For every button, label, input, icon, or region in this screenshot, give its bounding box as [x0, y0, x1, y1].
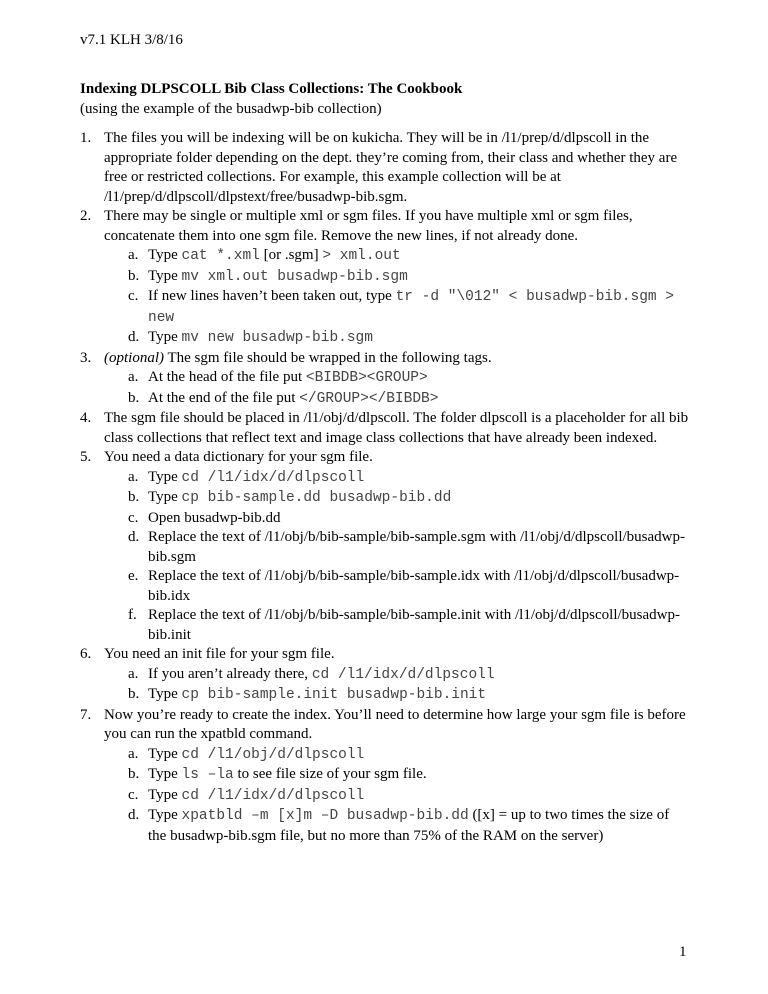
sub-item-text: Replace the text of /l1/obj/b/bib-sample/bib-sample.init with /l1/obj/d/dlpscoll/busadwp-bib.init — [148, 607, 681, 643]
sub-item-code: cd /l1/obj/d/dlpscoll — [181, 746, 365, 763]
sub-item-text: Replace the text of /l1/obj/b/bib-sample/bib-sample.idx with /l1/obj/d/dlpscoll/busadwp-bib.idx — [148, 568, 680, 604]
sub-item-code: cp bib-sample.init busadwp-bib.init — [181, 687, 487, 703]
sub-item-code: cd /l1/idx/d/dlpscoll — [181, 469, 365, 486]
item-text: You need an init file for your sgm file. — [104, 646, 335, 662]
sub-item-letter: c. — [128, 509, 139, 526]
sub-item-letter: b. — [128, 389, 140, 406]
sub-item-letter: d. — [128, 529, 140, 545]
item-text: You need a data dictionary for your sgm file. — [104, 449, 373, 465]
sub-item — [104, 606, 690, 645]
list-item — [80, 645, 690, 706]
item-number: 3. — [80, 349, 92, 366]
sub-item-code: > xml.out — [322, 248, 401, 264]
item-number: 6. — [80, 646, 92, 662]
sub-item — [104, 389, 690, 410]
sub-item-code: cp bib-sample.dd busadwp-bib.dd — [181, 490, 452, 506]
sub-item — [104, 786, 690, 807]
sub-item-code: <BIBDB><GROUP> — [305, 370, 428, 386]
sub-item-letter: d. — [128, 329, 140, 345]
sub-item — [104, 368, 690, 389]
list-item — [80, 409, 690, 448]
sub-item-letter: e. — [128, 568, 139, 584]
sub-item-code: tr -d "\012" < busadwp-bib.sgm > new — [148, 289, 675, 326]
sub-item — [104, 287, 690, 328]
document-title: Indexing DLPSCOLL Bib Class Collections: The Cookbook — [80, 81, 463, 97]
list-item — [80, 349, 690, 410]
item-number: 7. — [80, 706, 92, 723]
list-item — [80, 448, 690, 645]
sub-item-code: cat *.xml — [181, 248, 260, 264]
sub-item-code: xpatbld –m [x]m –D busadwp-bib.dd — [181, 808, 469, 824]
sub-item-text: At the head of the file put — [148, 369, 306, 385]
page-number: 1 — [679, 944, 687, 960]
sub-item-letter: a. — [128, 369, 139, 385]
sub-item — [104, 685, 690, 706]
sub-item-text: Type — [148, 745, 182, 762]
list-item — [80, 706, 690, 847]
sub-item-letter: b. — [128, 267, 140, 284]
sub-item-code: mv xml.out busadwp-bib.sgm — [181, 268, 408, 285]
sub-item-letter: a. — [128, 468, 139, 485]
item-text: Now you’re ready to create the index. You’ll need to determine how large your sgm file is before you can run the xpatbld command. — [104, 706, 686, 742]
sub-item-letter: d. — [128, 807, 140, 823]
list-item — [80, 129, 690, 207]
sub-item — [104, 328, 690, 349]
sub-item-text: ([x] = up to two times the size of the busadwp-bib.sgm file, but no more than 75% of the RAM on the server) — [148, 807, 670, 844]
sub-item-text: Type — [148, 247, 182, 263]
sub-item-letter: c. — [128, 786, 139, 803]
sub-item-letter: a. — [128, 745, 139, 762]
item-text: The sgm file should be placed in /l1/obj/d/dlpscoll. The folder dlpscoll is a placeholder for all bib class collections that reflect text and image class collections that have already been indexed. — [104, 410, 689, 446]
sub-item-text: Type — [148, 489, 182, 505]
item-number: 5. — [80, 449, 92, 465]
item-text: There may be single or multiple xml or sgm files. If you have multiple xml or sgm files, concatenate them into one sgm file. Remove the new lines, if not already done. — [104, 208, 633, 244]
steps-list — [80, 129, 690, 846]
sub-item — [104, 246, 690, 267]
sub-item-letter: b. — [128, 489, 140, 505]
sub-item-code: ls –la — [181, 767, 234, 783]
sub-item-text: Replace the text of /l1/obj/b/bib-sample/bib-sample.sgm with /l1/obj/d/dlpscoll/busadwp-bib.sgm — [148, 529, 686, 565]
sub-item-text: Open busadwp-bib.dd — [148, 509, 281, 526]
sub-item-text: If you aren’t already there, — [148, 665, 312, 682]
sub-item-letter: a. — [128, 247, 139, 263]
sub-item — [104, 765, 690, 786]
sub-item-text: to see file size of your sgm file. — [233, 766, 427, 782]
document-subtitle: (using the example of the busadwp-bib collection) — [80, 100, 382, 117]
list-item — [80, 207, 690, 349]
item-text: The sgm file should be wrapped in the following tags. — [164, 349, 492, 366]
sub-item — [104, 665, 690, 686]
sub-item-letter: f. — [128, 607, 137, 623]
sub-item-code: mv new busadwp-bib.sgm — [181, 330, 373, 346]
sub-item-letter: b. — [128, 766, 140, 782]
sub-item-text: Type — [148, 766, 182, 782]
sub-item-text: If new lines haven’t been taken out, type — [148, 288, 396, 304]
page-header: v7.1 KLH 3/8/16 — [80, 32, 183, 48]
sub-item-letter: b. — [128, 686, 140, 702]
sub-item-text: Type — [148, 686, 182, 702]
sub-item-letter: a. — [128, 665, 139, 682]
sub-item-text: Type — [148, 267, 182, 284]
sub-item-text: Type — [148, 807, 182, 823]
sub-item-text: At the end of the file put — [148, 389, 300, 406]
sub-item — [104, 468, 690, 489]
item-number: 1. — [80, 130, 92, 146]
sub-item — [104, 806, 690, 846]
sub-item — [104, 567, 690, 606]
sub-item-text: Type — [148, 329, 182, 345]
document-body — [80, 80, 690, 846]
sub-item-code: </GROUP></BIBDB> — [299, 390, 439, 407]
sub-item — [104, 267, 690, 288]
sub-item — [104, 528, 690, 567]
item-number: 2. — [80, 208, 92, 224]
sub-item-code: cd /l1/idx/d/dlpscoll — [181, 787, 365, 804]
sub-item-code: cd /l1/idx/d/dlpscoll — [311, 666, 495, 683]
item-text: The files you will be indexing will be on kukicha. They will be in /l1/prep/d/dlpscoll in the appropriate folder depending on the dept. they’re coming from, their class and whether they are free or restricted collections. For example, this example collection will be at /l1/prep/d/dlpscoll/dlpstext/free/busadwp-bib.sgm. — [104, 130, 678, 205]
sub-item — [104, 488, 690, 509]
sub-item-letter: c. — [128, 288, 139, 304]
item-italic-label: (optional) — [104, 349, 164, 366]
sub-item-text: [or .sgm] — [259, 247, 323, 263]
sub-item-text: Type — [148, 786, 182, 803]
sub-item-text: Type — [148, 468, 182, 485]
sub-item — [104, 509, 690, 529]
sub-item — [104, 745, 690, 766]
item-number: 4. — [80, 410, 92, 426]
